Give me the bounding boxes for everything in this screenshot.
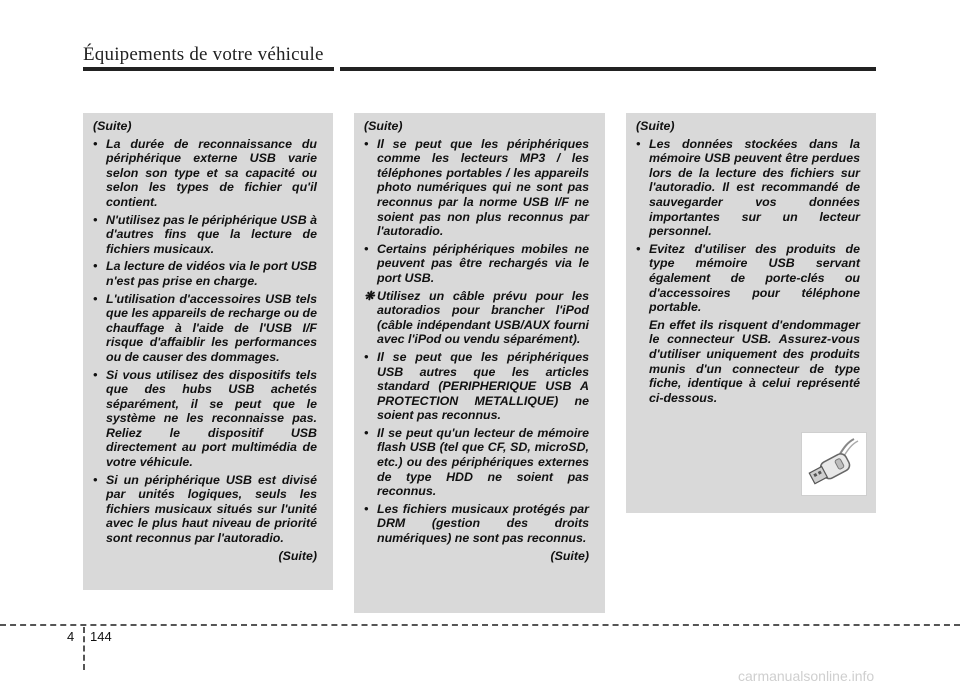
note-asterisk-icon: ❋ [364,288,375,303]
bullet-item [364,426,589,499]
bullet-icon: • [93,367,98,382]
bullet-item [364,137,589,239]
bullet-icon: • [93,472,98,487]
bullet-icon: • [364,501,369,516]
bullet-item [93,259,317,288]
continued-label: (Suite) [364,119,403,133]
bullet-icon: • [636,136,641,151]
bullet-icon: • [636,241,641,256]
bullet-text: La durée de reconnaissance du périphérique externe USB varie selon son type et sa capacité ou selon les types de fichier qu'il contient. [106,136,317,209]
text-column-2 [354,113,605,613]
bullet-item [93,473,317,546]
note-item [364,289,589,347]
bullet-item [364,350,589,423]
bullet-item [93,368,317,470]
bullet-icon: • [93,259,98,274]
continued-label: (Suite) [93,119,132,133]
footer-dashed-line [0,624,960,626]
bullet-text: Il se peut que les périphériques USB autres que les articles standard (PERIPHERIQUE USB A PROTECTION METALLIQUE) ne soient pas reconnus. [377,349,589,423]
bullet-text: Il se peut qu'un lecteur de mémoire flash USB (tel que CF, SD, microSD, etc.) ou des périphériques externes de type HDD ne soient pas reconnus. [377,425,589,499]
chapter-number: 4 [67,629,75,644]
bullet-text: L'utilisation d'accessoires USB tels que les appareils de recharge ou de chauffage à l'aide de l'USB I/F risque d'affaiblir les performances ou de causer des dommages. [106,291,317,364]
bullet-item [93,292,317,365]
bullet-text: N'utilisez pas le périphérique USB à d'autres fins que la lecture de fichiers musicaux. [106,212,317,256]
continued-end-label: (Suite) [550,548,589,563]
note-text: Utilisez un câble prévu pour les autoradios pour brancher l'iPod (câble indépendant USB/AUX fourni avec l'iPod ou vendu séparément). [377,288,589,347]
bullet-icon: • [93,212,98,227]
bullet-icon: • [364,425,369,440]
bullet-icon: • [364,241,369,256]
bullet-item [636,137,860,239]
bullet-text: Certains périphériques mobiles ne peuvent pas être rechargés via le port USB. [377,241,589,285]
bullet-icon: • [93,291,98,306]
bullet-text: Il se peut que les périphériques comme les lecteurs MP3 / les téléphones portables / les appareils photo numériques qui ne sont pas reconnus par la norme USB I/F ne soient pas non plus reconnus par l'autoradio. [377,136,589,239]
continued-end-label: (Suite) [278,548,317,563]
bullet-text: Les fichiers musicaux protégés par DRM (gestion des droits numériques) ne sont pas reconnus. [377,501,589,546]
bullet-item [636,242,860,315]
bullet-item [93,213,317,257]
page-number: 144 [90,629,112,644]
bullet-icon: • [93,136,98,151]
bullet-item [364,502,589,546]
page-header-title: Équipements de votre véhicule [83,44,324,65]
watermark-text: carmanualsonline.info [738,668,875,684]
bullet-icon: • [364,136,369,151]
bullet-text: Si un périphérique USB est divisé par unités logiques, seuls les fichiers musicaux situés sur l'unité avec le plus haut niveau de priorité sont reconnus par l'autoradio. [106,472,317,546]
bullet-text: Evitez d'utiliser des produits de type mémoire USB servant également de porte-clés ou d'accessoires pour téléphone portable. [649,241,860,315]
text-column-1 [83,113,333,590]
bullet-item [93,137,317,210]
header-rule-gap [334,67,340,71]
footer-vertical-divider [83,627,85,670]
continued-label: (Suite) [636,119,675,133]
bullet-text: La lecture de vidéos via le port USB n'est pas prise en charge. [106,259,317,288]
bullet-icon: • [364,349,369,364]
header-rule [83,67,876,71]
paragraph-text: En effet ils risquent d'endommager le connecteur USB. Assurez-vous d'utiliser uniquement des produits munis d'un connecteur de type fiche, identique à celui représenté ci-dessous. [649,317,860,405]
bullet-text: Si vous utilisez des dispositifs tels que des hubs USB achetés séparément, il se peut que le système ne les reconnaisse pas. Reliez le dispositif USB directement au port multimédia de votre véhicule. [106,367,317,470]
bullet-item [364,242,589,286]
bullet-text: Les données stockées dans la mémoire USB peuvent être perdues lors de la lecture des fichiers sur l'autoradio. Il est recommandé de sauvegarder vos données importantes sur un lecteur personnel. [649,136,860,239]
usb-flash-drive-icon [801,432,867,496]
